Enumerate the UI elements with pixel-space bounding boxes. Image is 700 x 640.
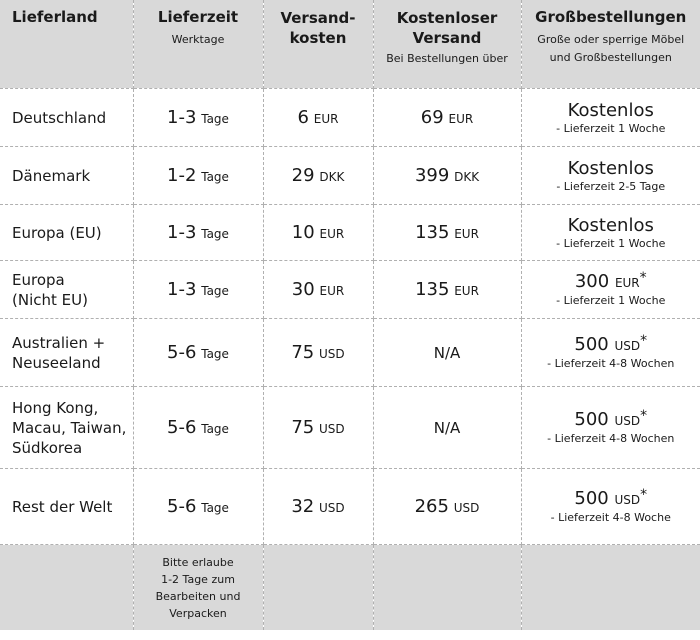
large-orders-note: - Lieferzeit 4-8 Wochen <box>547 432 675 445</box>
footer-cell-country <box>0 545 133 631</box>
free-shipping-unit: EUR <box>454 227 479 241</box>
country-cell <box>0 261 133 319</box>
large-orders-cell <box>521 89 700 147</box>
large-orders-cell <box>521 319 700 387</box>
delivery-days-unit: Tage <box>201 284 229 298</box>
shipping-cost-value: 32 <box>291 496 315 517</box>
free-shipping-unit: USD <box>453 501 480 515</box>
large-orders-note: - Lieferzeit 1 Woche <box>556 236 666 250</box>
delivery-time-cell <box>133 469 263 545</box>
header-delivery-time-label: Lieferzeit <box>157 8 239 26</box>
header-shipping-cost <box>263 0 373 89</box>
large-orders-main <box>522 409 700 432</box>
large-orders-main <box>522 488 700 511</box>
large-orders-note: - Lieferzeit 1 Woche <box>556 294 666 307</box>
shipping-cost-cell <box>263 261 373 319</box>
country-line: Deutschland <box>12 108 107 127</box>
shipping-cost-value: 6 <box>297 107 309 128</box>
shipping-cost-value: 29 <box>291 165 315 186</box>
table-row <box>0 261 700 319</box>
free-shipping-value: 135 <box>415 222 450 243</box>
header-country <box>0 0 133 89</box>
free-shipping-cell <box>373 469 521 545</box>
header-shipping-cost-line2: kosten <box>289 29 347 47</box>
header-large-orders-sub1: Große oder sperrige Möbel <box>537 33 685 46</box>
country-line: Dänemark <box>12 166 91 185</box>
header-free-shipping-line2: Versand <box>412 29 482 47</box>
delivery-days: 5-6 <box>167 496 197 517</box>
shipping-cost-value: 10 <box>291 222 315 243</box>
header-country-label: Lieferland <box>12 8 98 26</box>
header-large-orders-label: Großbestellungen <box>535 8 687 26</box>
shipping-cost-value: 75 <box>291 342 315 363</box>
large-orders-cell <box>521 147 700 205</box>
asterisk-mark: * <box>640 333 648 349</box>
large-orders-unit: USD <box>614 414 641 428</box>
country-line: Australien + <box>12 333 106 352</box>
delivery-days: 1-3 <box>167 107 197 128</box>
large-orders-cell <box>521 261 700 319</box>
shipping-cost-cell <box>263 387 373 469</box>
large-orders-value: 500 <box>574 334 609 355</box>
large-orders-main <box>522 215 700 237</box>
large-orders-cell <box>521 387 700 469</box>
free-shipping-value: 135 <box>415 279 450 300</box>
country-line: Hong Kong, <box>12 398 99 417</box>
asterisk-mark: * <box>640 408 648 424</box>
delivery-time-cell <box>133 205 263 261</box>
large-orders-value: 300 <box>574 271 610 292</box>
delivery-days: 5-6 <box>167 342 197 363</box>
footer-row <box>0 545 700 631</box>
delivery-days: 1-3 <box>167 222 197 243</box>
country-cell <box>0 469 133 545</box>
asterisk-mark: * <box>639 270 647 286</box>
delivery-time-cell <box>133 319 263 387</box>
free-shipping-value: 265 <box>414 496 449 517</box>
large-orders-value: 500 <box>574 488 609 509</box>
delivery-time-cell <box>133 89 263 147</box>
header-large-orders <box>521 0 700 89</box>
free-shipping-value: 69 <box>420 107 444 128</box>
delivery-days-unit: Tage <box>201 422 229 436</box>
shipping-cost-unit: EUR <box>319 284 345 298</box>
shipping-cost-unit: USD <box>319 501 345 515</box>
large-orders-value: Kostenlos <box>567 99 654 121</box>
country-line: Europa (EU) <box>12 223 102 242</box>
shipping-cost-cell <box>263 205 373 261</box>
shipping-cost-unit: EUR <box>319 227 345 241</box>
footer-note-line2: 1-2 Tage zum <box>161 572 235 586</box>
footer-note-line3: Bearbeiten und <box>155 589 241 603</box>
footer-cell-free <box>373 545 521 631</box>
shipping-cost-value: 30 <box>291 279 315 300</box>
footer-cell-large <box>521 545 700 631</box>
header-delivery-time-sub: Werktage <box>171 33 225 46</box>
header-free-shipping <box>373 0 521 89</box>
header-shipping-cost-line1: Versand- <box>280 9 356 27</box>
free-shipping-value: N/A <box>433 343 461 362</box>
table-row <box>0 387 700 469</box>
table-row <box>0 147 700 205</box>
header-large-orders-sub <box>522 31 700 67</box>
country-line: Europa <box>12 270 65 289</box>
delivery-days-unit: Tage <box>201 501 229 515</box>
delivery-days: 5-6 <box>167 417 197 438</box>
footer-cell-cost <box>263 545 373 631</box>
large-orders-unit: USD <box>614 339 641 353</box>
large-orders-unit: EUR <box>614 276 640 290</box>
header-free-shipping-sub: Bei Bestellungen über <box>386 52 508 65</box>
delivery-time-cell <box>133 261 263 319</box>
country-line: Neuseeland <box>12 353 101 372</box>
header-large-orders-sub2: und Großbestellungen <box>549 51 672 64</box>
table-row <box>0 319 700 387</box>
header-free-shipping-line1: Kostenloser <box>396 9 498 27</box>
delivery-time-cell <box>133 387 263 469</box>
free-shipping-value: 399 <box>414 165 450 186</box>
header-delivery-time <box>133 0 263 89</box>
delivery-days-unit: Tage <box>201 347 229 361</box>
delivery-time-cell <box>133 147 263 205</box>
free-shipping-unit: EUR <box>448 112 474 126</box>
shipping-cost-cell <box>263 147 373 205</box>
shipping-cost-unit: EUR <box>313 112 339 126</box>
delivery-days-unit: Tage <box>201 112 229 126</box>
country-line: Rest der Welt <box>12 497 113 516</box>
large-orders-note: - Lieferzeit 4-8 Woche <box>550 511 671 524</box>
shipping-cost-value: 75 <box>291 417 315 438</box>
header-row <box>0 0 700 89</box>
table-row <box>0 89 700 147</box>
country-line: Macau, Taiwan, <box>12 418 127 437</box>
large-orders-cell <box>521 469 700 545</box>
free-shipping-cell <box>373 319 521 387</box>
large-orders-note: - Lieferzeit 1 Woche <box>556 121 666 135</box>
large-orders-unit: USD <box>614 493 641 507</box>
footer-note <box>133 545 263 631</box>
large-orders-value: 500 <box>574 409 609 430</box>
free-shipping-cell <box>373 147 521 205</box>
table-row <box>0 205 700 261</box>
shipping-cost-cell <box>263 89 373 147</box>
large-orders-note: - Lieferzeit 2-5 Tage <box>556 179 666 193</box>
delivery-days: 1-3 <box>167 279 197 300</box>
free-shipping-cell <box>373 89 521 147</box>
free-shipping-cell <box>373 261 521 319</box>
shipping-cost-cell <box>263 469 373 545</box>
country-cell <box>0 387 133 469</box>
large-orders-value: Kostenlos <box>567 214 654 236</box>
country-cell <box>0 89 133 147</box>
free-shipping-value: N/A <box>433 418 461 437</box>
free-shipping-unit: EUR <box>454 284 479 298</box>
free-shipping-cell <box>373 205 521 261</box>
large-orders-main <box>522 100 700 122</box>
country-line: (Nicht EU) <box>12 290 88 309</box>
delivery-days: 1-2 <box>167 165 197 186</box>
large-orders-value: Kostenlos <box>567 157 654 179</box>
large-orders-main <box>522 271 700 294</box>
country-line: Südkorea <box>12 438 83 457</box>
large-orders-note: - Lieferzeit 4-8 Wochen <box>547 357 675 370</box>
free-shipping-cell <box>373 387 521 469</box>
country-cell <box>0 147 133 205</box>
country-cell <box>0 205 133 261</box>
free-shipping-unit: DKK <box>454 170 480 184</box>
footer-note-line4: Verpacken <box>169 606 227 620</box>
shipping-cost-unit: USD <box>319 347 345 361</box>
shipping-cost-unit: DKK <box>319 170 345 184</box>
table-row <box>0 469 700 545</box>
large-orders-main <box>522 334 700 357</box>
shipping-cost-unit: USD <box>319 422 345 436</box>
delivery-days-unit: Tage <box>201 170 229 184</box>
shipping-cost-cell <box>263 319 373 387</box>
asterisk-mark: * <box>640 487 648 503</box>
footer-note-line1: Bitte erlaube <box>162 555 234 569</box>
large-orders-main <box>522 158 700 180</box>
delivery-days-unit: Tage <box>201 227 229 241</box>
large-orders-cell <box>521 205 700 261</box>
country-cell <box>0 319 133 387</box>
